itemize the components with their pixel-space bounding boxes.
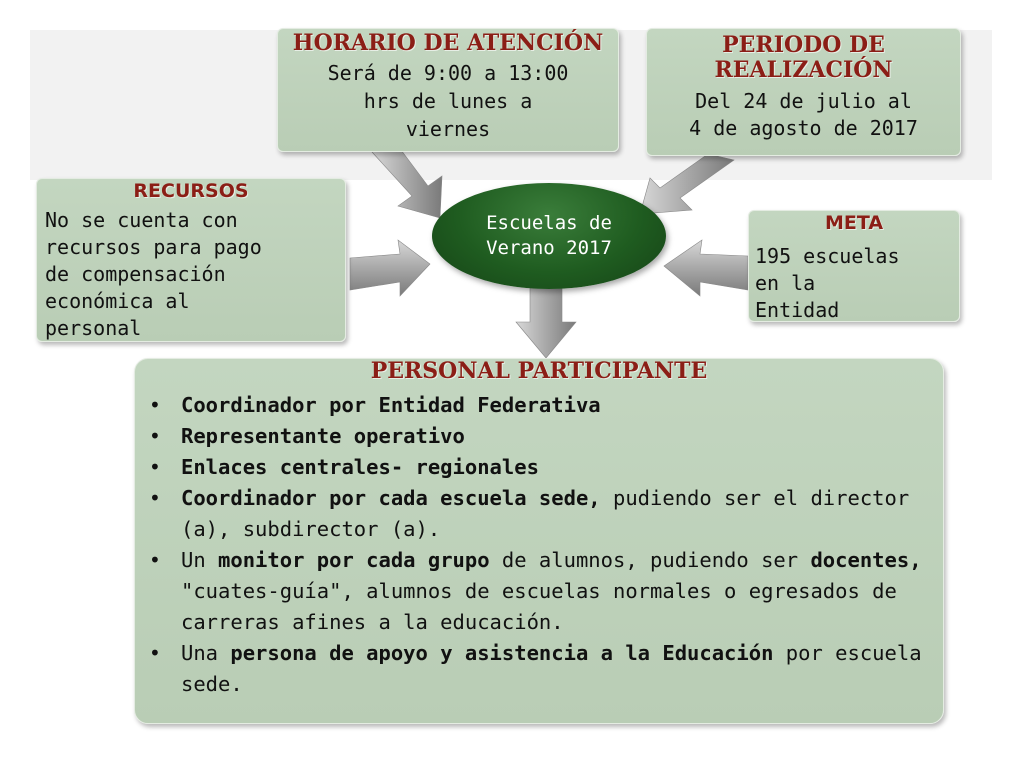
center-line: Verano 2017 — [486, 237, 612, 259]
arrow-personal — [516, 288, 576, 358]
horario-title: HORARIO DE ATENCIÓN — [292, 30, 604, 56]
list-item-text: Coordinador por Entidad Federativa — [181, 393, 601, 417]
bullet-icon: • — [149, 548, 161, 572]
recursos-line: recursos para pago — [45, 235, 262, 259]
periodo-line: 4 de agosto de 2017 — [689, 116, 918, 140]
periodo-line: Del 24 de julio al — [695, 89, 912, 113]
list-item — [145, 452, 933, 483]
list-item — [145, 545, 933, 638]
periodo-text — [653, 88, 954, 142]
center-node-escuelas-de-verano — [432, 183, 666, 289]
bullet-icon: • — [149, 424, 161, 448]
bullet-icon: • — [149, 455, 161, 479]
recursos-line: personal — [45, 316, 142, 340]
periodo-title-line: REALIZACIÓN — [714, 57, 893, 83]
recursos-box — [36, 178, 346, 342]
list-item-text: Un — [181, 548, 219, 572]
center-line: Escuelas de — [486, 212, 612, 234]
recursos-title: RECURSOS — [133, 180, 249, 202]
meta-line: en la — [755, 271, 816, 295]
meta-title: META — [824, 212, 884, 234]
periodo-title-line: PERIODO DE — [722, 32, 885, 58]
horario-line: hrs de lunes a — [363, 89, 533, 113]
list-item-text: Una — [181, 641, 231, 665]
bullet-icon: • — [149, 393, 161, 417]
horario-box — [277, 28, 619, 152]
list-item-text: pudiendo ser el director (a), subdirector (a). — [181, 486, 910, 541]
recursos-line: económica al — [45, 289, 190, 313]
list-item — [145, 390, 933, 421]
list-item-text: "cuates-guía", alumnos de escuelas normales o egresados de carreras afines a la educación. — [181, 579, 897, 634]
list-item-bold: Coordinador por cada escuela sede, — [181, 486, 601, 510]
recursos-text — [43, 207, 339, 342]
list-item — [145, 638, 933, 700]
meta-line: Entidad — [755, 298, 840, 322]
meta-text — [755, 243, 953, 324]
personal-box — [134, 358, 944, 724]
horario-text — [284, 59, 612, 143]
list-item-text: por escuela sede. — [181, 641, 922, 696]
list-item-bold: docentes, — [810, 548, 922, 572]
list-item-text: de alumnos, pudiendo ser — [489, 548, 811, 572]
bullet-icon: • — [149, 641, 161, 665]
arrow-recursos — [350, 240, 430, 296]
bullet-icon: • — [149, 486, 161, 510]
periodo-box — [646, 28, 961, 156]
meta-box — [748, 210, 960, 322]
personal-title: PERSONAL PARTICIPANTE — [370, 358, 708, 384]
personal-list — [145, 390, 933, 700]
meta-line: 195 escuelas — [755, 244, 900, 268]
list-item-text: Representante operativo — [181, 424, 465, 448]
horario-line: Será de 9:00 a 13:00 — [327, 61, 569, 85]
arrow-horario — [372, 146, 442, 218]
list-item — [145, 421, 933, 452]
periodo-title — [653, 33, 954, 83]
list-item-text: Enlaces centrales- regionales — [181, 455, 539, 479]
horario-line: viernes — [405, 117, 491, 141]
arrow-periodo — [640, 154, 734, 214]
list-item — [145, 483, 933, 545]
list-item-bold: persona de apoyo y asistencia a la Educación — [230, 641, 774, 665]
recursos-line: No se cuenta con — [45, 208, 238, 232]
recursos-line: de compensación — [45, 262, 226, 286]
arrow-meta — [664, 240, 748, 296]
list-item-bold: monitor por cada grupo — [218, 548, 490, 572]
